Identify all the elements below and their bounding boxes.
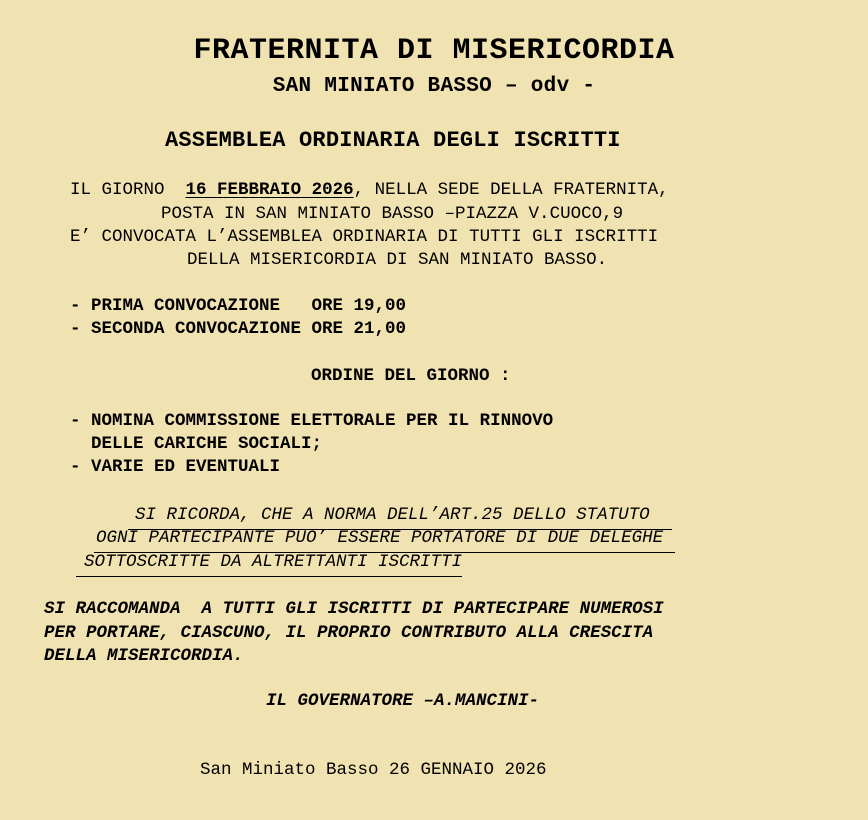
intro-prefix: IL GIORNO — [70, 180, 176, 200]
meeting-date: 16 FEBBRAIO 2026 — [185, 180, 354, 200]
reminder-line-3: SOTTOSCRITTE DA ALTRETTANTI ISCRITTI — [76, 554, 462, 577]
recommendation-line-3: DELLA MISERICORDIA. — [44, 646, 244, 666]
intro-line-4: DELLA MISERICORDIA DI SAN MINIATO BASSO. — [187, 250, 608, 270]
organization-subtitle: SAN MINIATO BASSO – odv - — [272, 75, 596, 98]
first-convocation: - PRIMA CONVOCAZIONE ORE 19,00 — [70, 296, 407, 316]
agenda-item: - NOMINA COMMISSIONE ELETTORALE PER IL RINNOVO — [70, 411, 554, 431]
intro-line-1 — [70, 182, 669, 200]
recommendation-line-1: SI RACCOMANDA A TUTTI GLI ISCRITTI DI PARTECIPARE NUMEROSI — [44, 599, 664, 619]
notice-heading: ASSEMBLEA ORDINARIA DEGLI ISCRITTI — [165, 128, 621, 153]
reminder-line-1: SI RICORDA, CHE A NORMA DELL’ART.25 DELLO STATUTO — [128, 507, 672, 530]
intro-line-3: E’ CONVOCATA L’ASSEMBLEA ORDINARIA DI TUTTI GLI ISCRITTI — [70, 227, 659, 247]
place-and-date: San Miniato Basso 26 GENNAIO 2026 — [200, 760, 547, 780]
agenda-title: ORDINE DEL GIORNO : — [311, 366, 511, 386]
intro-line-2: POSTA IN SAN MINIATO BASSO –PIAZZA V.CUOCO,9 — [161, 204, 624, 224]
recommendation-line-2: PER PORTARE, CIASCUNO, IL PROPRIO CONTRIBUTO ALLA CRESCITA — [44, 623, 654, 643]
organization-title: FRATERNITA DI MISERICORDIA — [193, 34, 675, 68]
agenda-item: DELLE CARICHE SOCIALI; — [70, 434, 323, 454]
reminder-line-2: OGNI PARTECIPANTE PUO’ ESSERE PORTATORE DI DUE DELEGHE — [94, 530, 675, 553]
signature: IL GOVERNATORE –A.MANCINI- — [266, 691, 540, 711]
second-convocation: - SECONDA CONVOCAZIONE ORE 21,00 — [70, 319, 407, 339]
agenda-item: - VARIE ED EVENTUALI — [70, 457, 281, 477]
intro-suffix: , NELLA SEDE DELLA FRATERNITA, — [353, 180, 669, 200]
